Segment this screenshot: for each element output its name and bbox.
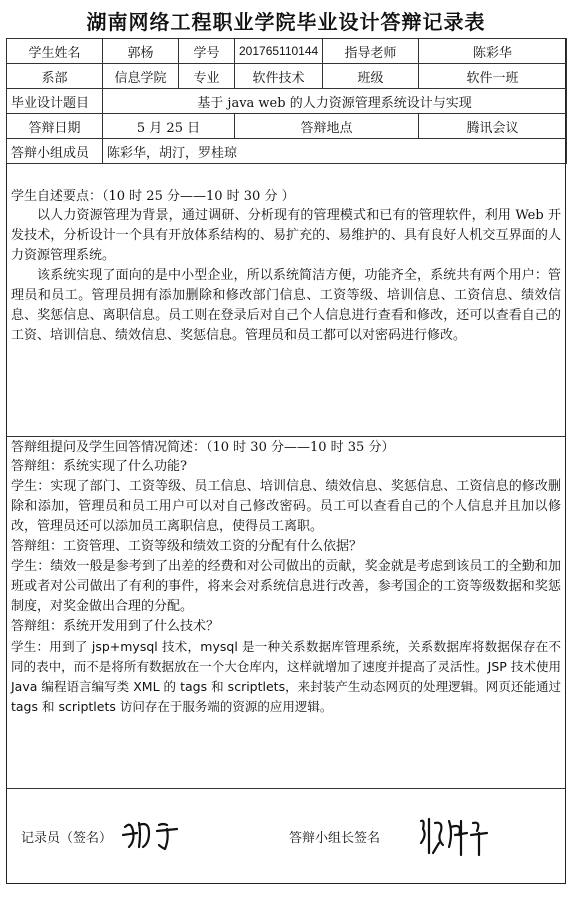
class-value: 软件一班: [419, 64, 567, 89]
class-label: 班级: [323, 64, 419, 89]
info-table: [6, 38, 567, 164]
panel-label: 答辩小组成员: [7, 139, 103, 164]
leader-signature: [415, 813, 491, 859]
info-row-topic: [7, 89, 567, 114]
qa-answer-3: 学生：用到了 jsp+mysql 技术，mysql 是一种关系数据库管理系统，关系数据库将数据保存在不同的表中，而不是将所有数据放在一个大仓库内，这样就增加了速度并提高了灵活性。JSP 技术使用 Java 编程语言编写类 XML 的 tags 和 scriptlets，来封装产生动态网页的处理逻辑。网页还能通过 tags 和 scriptlets 访问存在于服务端的资源的应用逻辑。: [11, 639, 561, 714]
qa-question-1: 答辩组：系统实现了什么功能?: [11, 459, 187, 474]
signature-section: [6, 789, 566, 884]
location-value: 腾讯会议: [419, 114, 567, 139]
student-name-value: 郭杨: [103, 39, 179, 64]
advisor-label: 指导老师: [323, 39, 419, 64]
form-title: 湖南网络工程职业学院毕业设计答辩记录表: [86, 10, 486, 34]
info-row-date: [7, 114, 567, 139]
recorder-signature-label: 记录员（签名）: [21, 831, 113, 846]
self-statement-heading: 学生自述要点：（10 时 25 分——10 时 30 分 ）: [11, 189, 295, 204]
self-statement-paragraph-2: 该系统实现了面向的是中小型企业，所以系统简洁方便，功能齐全，系统共有两个用户：管理员和员工。管理员拥有添加删除和修改部门信息、工资等级、培训信息、工资信息、绩效信息、奖惩信息、离职信息。员工则在登录后对自己个人信息进行查看和修改，还可以查看自己的工资、培训信息、绩效信息、奖惩信息。管理员和员工都可以对密码进行修改。: [11, 268, 561, 343]
qa-section: [6, 437, 566, 789]
date-value: 5 月 25 日: [103, 114, 235, 139]
self-statement-section: [6, 186, 566, 437]
student-id-value: 201765110144: [235, 39, 323, 64]
dept-value: 信息学院: [103, 64, 179, 89]
date-label: 答辩日期: [7, 114, 103, 139]
self-statement-paragraph-1: 以人力资源管理为背景，通过调研、分析现有的管理模式和已有的管理软件，利用 Web 开发技术，分析设计一个具有开放体系结构的、易扩充的、易维护的、具有良好人机交互界面的人力资源管理系统。: [11, 208, 561, 263]
leader-signature-label: 答辩小组长签名: [289, 831, 381, 846]
panel-value: 陈彩华，胡汀，罗桂琼: [103, 139, 567, 164]
major-value: 软件技术: [235, 64, 323, 89]
qa-answer-1: 学生：实现了部门、工资等级、员工信息、培训信息、绩效信息、奖惩信息、工资信息的修改删除和添加，管理员和员工用户可以对自己修改密码。员工可以查看自己的个人信息并且加以修改，管理员还可以添加员工离职信息，使得员工离职。: [11, 479, 561, 534]
dept-label: 系部: [7, 64, 103, 89]
topic-value: 基于 java web 的人力资源管理系统设计与实现: [103, 89, 567, 114]
qa-answer-2: 学生：绩效一般是参考到了出差的经费和对公司做出的贡献，奖金就是考虑到该员工的全勤和加班或者对公司做出了有利的事件，将来会对系统信息进行改善，参考国企的工资等级数据和奖惩制度，对奖金做出合理的分配。: [11, 559, 561, 614]
qa-heading: 答辩组提问及学生回答情况简述：（10 时 30 分——10 时 35 分）: [11, 440, 395, 455]
qa-question-2: 答辩组：工资管理、工资等级和绩效工资的分配有什么依据？: [11, 539, 363, 554]
topic-label: 毕业设计题目: [7, 89, 103, 114]
student-id-label: 学号: [179, 39, 235, 64]
info-row-dept: [7, 64, 567, 89]
qa-question-3: 答辩组：系统开发用到了什么技术？: [11, 619, 220, 634]
location-label: 答辩地点: [235, 114, 419, 139]
recorder-signature: [119, 813, 189, 853]
info-row-student: [7, 39, 567, 64]
student-name-label: 学生姓名: [7, 39, 103, 64]
advisor-value: 陈彩华: [419, 39, 567, 64]
info-row-panel: [7, 139, 567, 164]
major-label: 专业: [179, 64, 235, 89]
